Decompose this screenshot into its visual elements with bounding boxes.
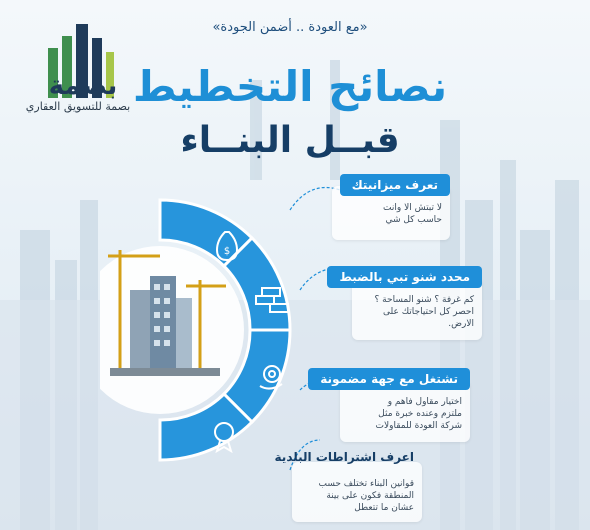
tip-line: عشان ما تتعطل (354, 503, 414, 514)
tip-card-contractor (320, 372, 470, 442)
tip-card-municipality (274, 450, 422, 522)
tip-card-requirements (339, 270, 482, 340)
tip-heading: تعرف ميزانيتك (340, 174, 450, 196)
tip-body (340, 202, 442, 226)
tip-heading: محدد شنو تبي بالضبط (327, 266, 482, 288)
tip-line: قوانين البناء تختلف حسب (318, 479, 414, 489)
tip-line: حاسب كل شي (385, 215, 442, 226)
tip-line: اختيار مقاول فاهم و (387, 397, 462, 407)
tip-line: لا تبتش الا وانت (383, 203, 442, 213)
tip-heading: اعرف اشتراطات البلدية (274, 450, 414, 464)
tip-body (300, 478, 414, 514)
tip-line: احصر كل احتياجاتك على (382, 307, 474, 318)
tip-body (348, 396, 462, 432)
page-title-line2: قبــل البنــاء (180, 120, 400, 161)
tip-line: شركة العودة للمقاولات (375, 421, 462, 432)
tagline: «مع العودة .. أضمن الجودة» (212, 20, 368, 35)
svg-text:$: $ (223, 246, 231, 257)
tip-card-budget (332, 178, 450, 240)
brand-name: بصمة للتسويق العقاري (25, 100, 131, 113)
tip-line: كم غرفة ؟ شنو المساحة ؟ (374, 295, 474, 305)
tip-line: المنطقة فكون على بينة (326, 491, 414, 502)
tip-body (360, 294, 474, 330)
tip-line: الارض. (448, 319, 474, 330)
tip-line: ملتزم وعنده خبرة مثل (378, 409, 462, 420)
svg-text:بصمة: بصمة (48, 71, 118, 101)
tip-heading: تشتغل مع جهة مضمونة (308, 368, 470, 390)
page-title-line1: نصائح التخطيط (132, 62, 448, 111)
